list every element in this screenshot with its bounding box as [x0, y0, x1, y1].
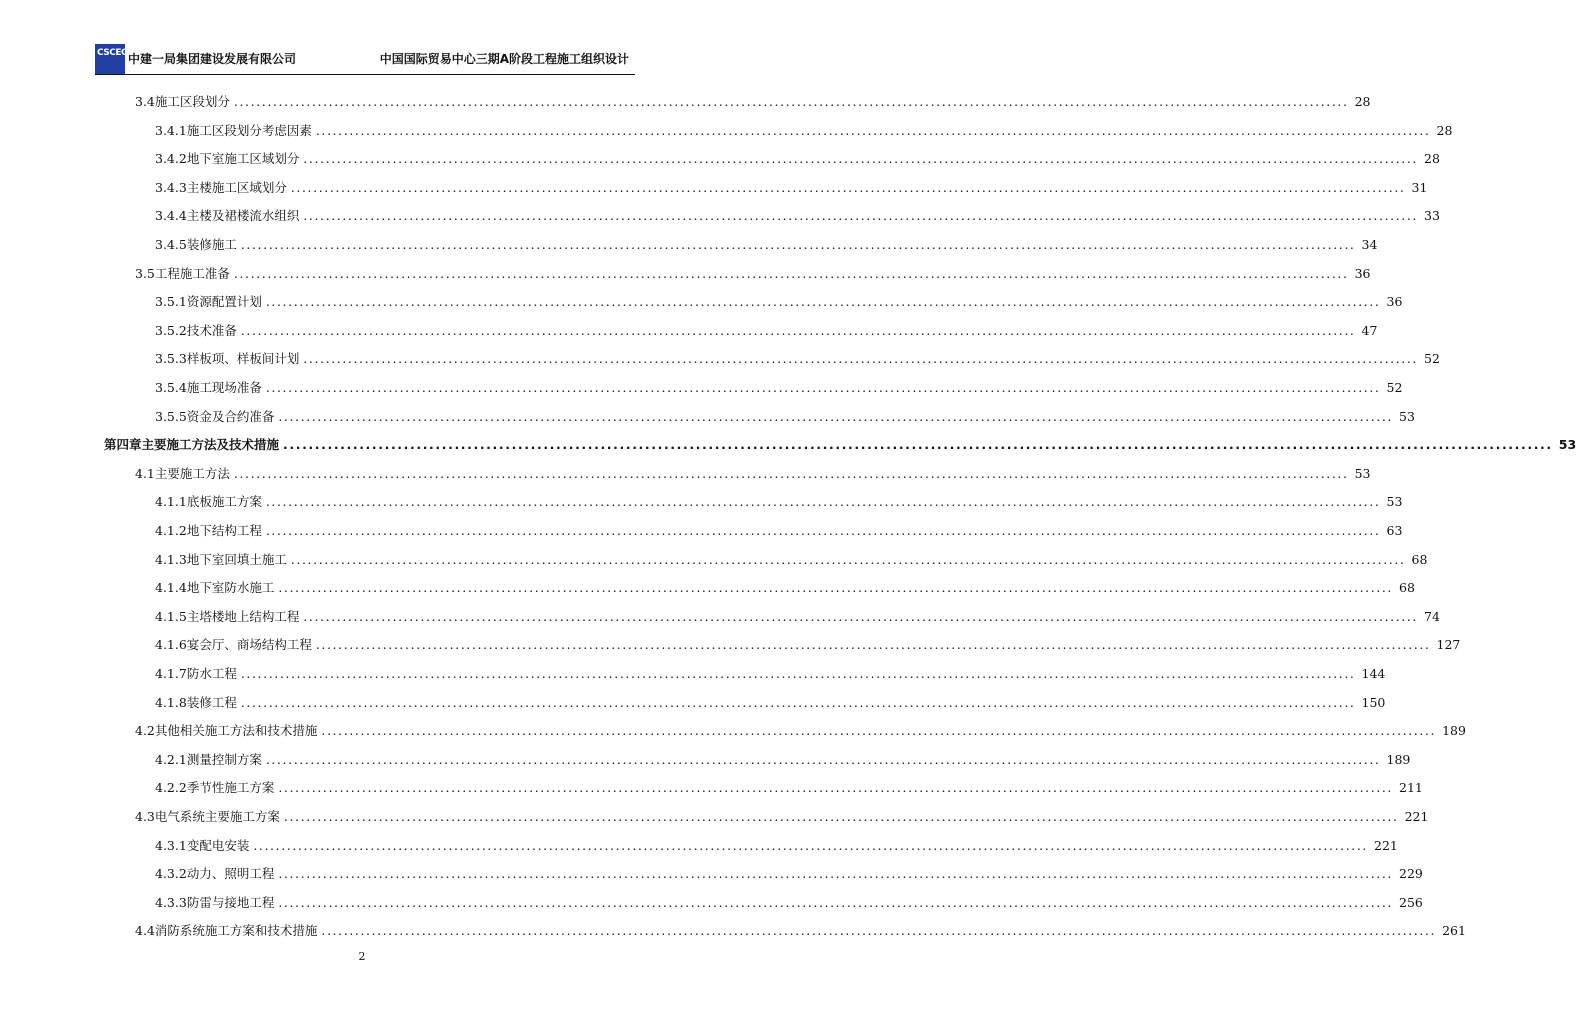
toc-entry-number: 3.4.2 [155, 151, 187, 167]
toc-entry-title: 主塔楼地上结构工程 [186, 608, 300, 624]
toc-entry-title: 季节性施工方案 [186, 780, 275, 796]
toc-entry-page: 211 [1399, 780, 1423, 796]
toc-entry-title: 主要施工方法及技术措施 [141, 437, 280, 453]
dot-leader: ........................................................................................................................................................................................................ [233, 94, 1349, 109]
toc-entry-number: 第四章 [104, 437, 142, 453]
toc-entry-page: 36 [1354, 265, 1371, 281]
toc-entry-page: 221 [1374, 837, 1398, 853]
toc-entry[interactable] [155, 750, 1411, 770]
toc-entry-title: 地下结构工程 [186, 523, 262, 538]
toc-entry-page: 68 [1399, 580, 1415, 596]
toc-entry[interactable] [155, 578, 1415, 598]
toc-entry-number: 4.3 [135, 809, 155, 824]
toc-entry[interactable] [155, 521, 1403, 541]
toc-entry-number: 3.4.5 [155, 237, 187, 252]
toc-entry-page: 261 [1442, 923, 1466, 939]
toc-entry-title: 其他相关施工方法和技术措施 [154, 723, 318, 739]
toc-entry-number: 3.5 [135, 265, 155, 281]
toc-entry[interactable] [155, 836, 1398, 856]
toc-entry[interactable] [155, 407, 1415, 427]
toc-entry-title: 变配电安装 [186, 837, 250, 853]
toc-entry-page: 256 [1399, 894, 1423, 910]
toc-entry-title: 防水工程 [186, 666, 237, 681]
toc-entry[interactable] [155, 635, 1461, 655]
toc-entry-page: 36 [1386, 294, 1403, 310]
toc-entry-title: 地下室回填土施工 [186, 551, 287, 567]
company-name: 中建一局集团建设发展有限公司 [128, 52, 297, 66]
toc-entry-number: 3.5.3 [155, 351, 187, 367]
toc-entry-number: 4.1.5 [155, 608, 187, 624]
toc-entry[interactable] [155, 321, 1378, 341]
dot-leader: ........................................................................................................................................................................................................ [240, 666, 1356, 681]
page-number: 2 [358, 950, 366, 963]
dot-leader: ........................................................................................................................................................................................................ [290, 551, 1406, 567]
toc-entry-number: 4.2.2 [155, 780, 187, 796]
toc-entry-title: 底板施工方案 [186, 494, 262, 510]
toc-entry-number: 3.5.1 [155, 294, 187, 310]
toc-entry-title: 主楼及裙楼流水组织 [186, 208, 300, 224]
dot-leader: ........................................................................................................................................................................................................ [303, 351, 1419, 367]
toc-entry-page: 189 [1442, 723, 1466, 739]
toc-entry-page: 34 [1361, 237, 1378, 252]
toc-entry-number: 4.1.4 [155, 580, 187, 596]
dot-leader: ........................................................................................................................................................................................................ [253, 837, 1369, 853]
toc-entry-number: 4.3.2 [155, 866, 187, 882]
toc-entry-number: 4.3.3 [155, 894, 187, 910]
toc-entry-page: 189 [1386, 751, 1411, 767]
toc-entry-number: 4.1.3 [155, 551, 187, 567]
dot-leader: ........................................................................................................................................................................................................ [303, 208, 1419, 224]
toc-entry-page: 229 [1399, 866, 1423, 882]
dot-leader: ........................................................................................................................................................................................................ [315, 637, 1431, 653]
toc-entry-title: 装修工程 [186, 694, 237, 710]
toc-entry[interactable] [135, 464, 1371, 484]
toc-entry-page: 33 [1424, 208, 1440, 224]
toc-entry-page: 53 [1399, 408, 1415, 424]
toc-entry[interactable] [155, 607, 1440, 627]
toc-entry[interactable] [155, 206, 1440, 226]
toc-entry[interactable] [155, 864, 1423, 884]
toc-entry-page: 47 [1361, 322, 1378, 338]
toc-entry[interactable] [155, 178, 1428, 198]
toc-entry[interactable] [155, 492, 1403, 512]
toc-entry-number: 4.1.6 [155, 637, 187, 653]
toc-entry-page: 53 [1386, 494, 1403, 510]
toc-entry-title: 防雷与接地工程 [186, 894, 275, 910]
dot-leader: ........................................................................................................................................................................................................ [240, 694, 1356, 710]
toc-entry-number: 4.2 [135, 723, 155, 739]
toc-entry-number: 4.3.1 [155, 837, 187, 853]
toc-entry-page: 74 [1424, 608, 1440, 624]
dot-leader: ........................................................................................................................................................................................................ [265, 294, 1381, 310]
document-title: 中国国际贸易中心三期A阶段工程施工组织设计 [379, 52, 629, 66]
toc-entry-page: 28 [1436, 122, 1453, 138]
toc-entry[interactable] [155, 121, 1453, 141]
toc-entry-page: 52 [1386, 380, 1403, 395]
toc-entry-title: 施工现场准备 [186, 380, 262, 395]
toc-entry-title: 工程施工准备 [154, 265, 230, 281]
toc-entry-title: 装修施工 [186, 237, 237, 252]
toc-entry-title: 施工区段划分 [154, 94, 230, 109]
logo-mark: CSCEC [97, 48, 128, 58]
toc-entry-number: 4.1.2 [155, 523, 187, 538]
dot-leader: ........................................................................................................................................................................................................ [278, 780, 1394, 796]
toc-entry[interactable] [155, 292, 1403, 312]
toc-entry-title: 宴会厅、商场结构工程 [186, 637, 312, 653]
toc-entry-page: 52 [1424, 351, 1440, 367]
toc-entry-number: 3.5.4 [155, 380, 187, 395]
toc-entry-title: 技术准备 [186, 322, 237, 338]
toc-entry-number: 4.1.8 [155, 694, 187, 710]
toc-entry-title: 动力、照明工程 [186, 866, 275, 882]
toc-entry-title: 主楼施工区域划分 [186, 179, 287, 195]
toc-entry-number: 4.1 [135, 465, 155, 481]
toc-entry-title: 电气系统主要施工方案 [154, 809, 280, 824]
toc-entry[interactable] [155, 778, 1423, 798]
toc-entry-page: 68 [1411, 551, 1428, 567]
dot-leader: ........................................................................................................................................................................................................ [233, 465, 1349, 481]
dot-leader: ........................................................................................................................................................................................................ [283, 809, 1399, 824]
toc-entry-title: 地下室防水施工 [186, 580, 275, 596]
toc-entry[interactable] [155, 664, 1386, 684]
toc-entry-number: 3.4 [135, 94, 155, 109]
toc-entry-number: 3.4.1 [155, 122, 187, 138]
dot-leader: ........................................................................................................................................................................................................ [265, 380, 1381, 395]
toc-entry[interactable] [155, 349, 1440, 369]
toc-chapter-entry[interactable] [104, 435, 1576, 455]
toc-entry-number: 3.5.5 [155, 408, 187, 424]
toc-entry-title: 消防系统施工方案和技术措施 [154, 923, 318, 939]
toc-entry[interactable] [155, 149, 1440, 169]
toc-entry-number: 3.5.2 [155, 322, 187, 338]
dot-leader: ........................................................................................................................................................................................................ [240, 322, 1356, 338]
toc-entry-number: 3.4.4 [155, 208, 187, 224]
dot-leader: ........................................................................................................................................................................................................ [265, 494, 1381, 510]
dot-leader: ........................................................................................................................................................................................................ [265, 751, 1381, 767]
toc-entry-number: 3.4.3 [155, 179, 187, 195]
toc-entry-title: 样板项、样板间计划 [186, 351, 300, 367]
toc-entry[interactable] [135, 921, 1466, 941]
toc-entry-page: 63 [1386, 523, 1403, 538]
toc-entry-title: 主要施工方法 [154, 465, 230, 481]
toc-entry[interactable] [155, 893, 1423, 913]
toc-entry[interactable] [135, 264, 1371, 284]
toc-entry[interactable] [155, 693, 1386, 713]
toc-entry-title: 测量控制方案 [186, 751, 262, 767]
toc-entry-number: 4.2.1 [155, 751, 187, 767]
dot-leader: ........................................................................................................................................................................................................ [278, 580, 1394, 596]
toc-entry-title: 地下室施工区域划分 [186, 151, 300, 167]
dot-leader: ........................................................................................................................................................................................................ [303, 151, 1419, 167]
toc-entry[interactable] [155, 550, 1428, 570]
dot-leader: ........................................................................................................................................................................................................ [321, 723, 1437, 739]
toc-entry[interactable] [155, 378, 1403, 398]
dot-leader: ........................................................................................................................................................................................................ [303, 608, 1419, 624]
toc-entry-number: 4.1.1 [155, 494, 187, 510]
toc-entry-title: 资金及合约准备 [186, 408, 275, 424]
toc-entry-number: 4.1.7 [155, 666, 187, 681]
dot-leader: ........................................................................................................................................................................................................ [233, 265, 1349, 281]
toc-entry-page: 28 [1354, 94, 1371, 109]
dot-leader: ........................................................................................................................................................................................................ [240, 237, 1356, 252]
toc-entry[interactable] [155, 235, 1378, 255]
toc-entry-page: 221 [1404, 809, 1429, 824]
toc-entry-page: 53 [1354, 465, 1371, 481]
dot-leader: ........................................................................................................................................................................................................ [278, 866, 1394, 882]
dot-leader: ........................................................................................................................................................................................................ [283, 437, 1553, 453]
dot-leader: ........................................................................................................................................................................................................ [315, 122, 1431, 138]
toc-entry-page: 31 [1411, 179, 1428, 195]
toc-entry-page: 28 [1424, 151, 1440, 167]
toc-entry-page: 144 [1361, 666, 1386, 681]
toc-entry-page: 127 [1436, 637, 1461, 653]
toc-entry[interactable] [135, 807, 1429, 827]
dot-leader: ........................................................................................................................................................................................................ [278, 894, 1394, 910]
dot-leader: ........................................................................................................................................................................................................ [278, 408, 1394, 424]
toc-entry-title: 资源配置计划 [186, 294, 262, 310]
dot-leader: ........................................................................................................................................................................................................ [290, 179, 1406, 195]
dot-leader: ........................................................................................................................................................................................................ [265, 523, 1381, 538]
dot-leader: ........................................................................................................................................................................................................ [321, 923, 1437, 939]
toc-entry-title: 施工区段划分考虑因素 [186, 122, 312, 138]
toc-entry-page: 53 [1558, 437, 1576, 453]
toc-entry-page: 150 [1361, 694, 1386, 710]
toc-entry[interactable] [135, 721, 1466, 741]
toc-entry[interactable] [135, 92, 1371, 112]
toc-entry-number: 4.4 [135, 923, 155, 939]
